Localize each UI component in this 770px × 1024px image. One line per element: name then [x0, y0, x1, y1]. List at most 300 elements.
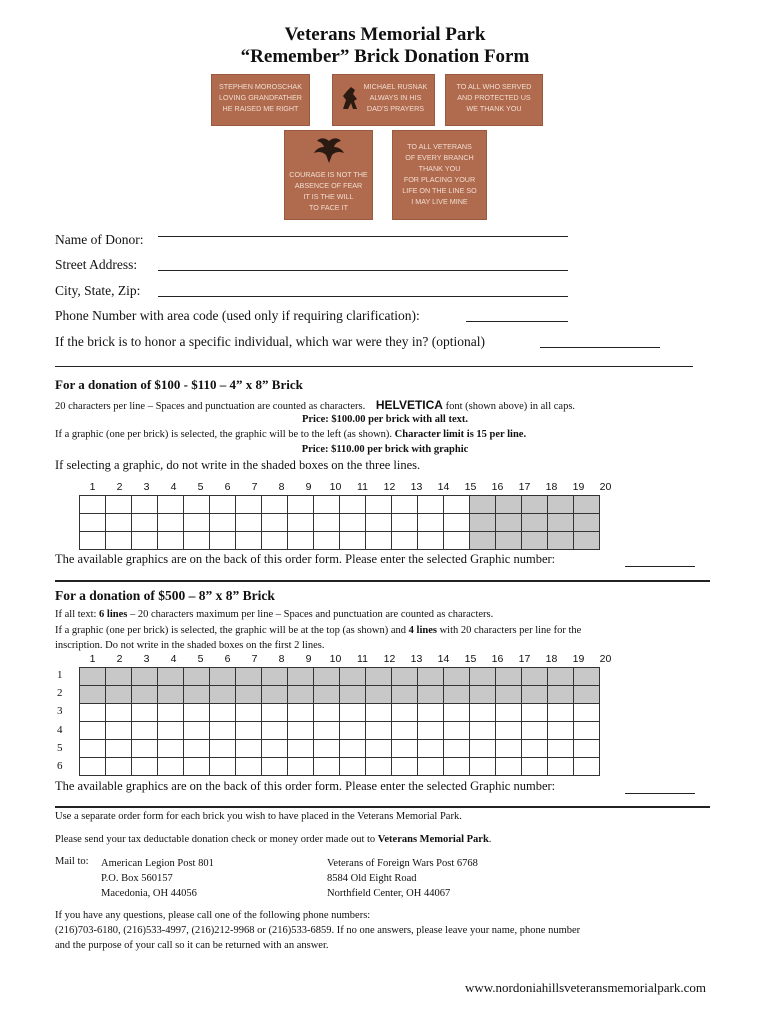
character-box[interactable] [574, 740, 600, 758]
payee-name: Veterans Memorial Park [377, 834, 489, 845]
character-box[interactable] [236, 496, 262, 514]
character-box[interactable] [80, 704, 106, 722]
character-box[interactable] [184, 704, 210, 722]
character-box[interactable] [574, 668, 600, 686]
character-box[interactable] [80, 758, 106, 776]
column-number: 11 [357, 653, 368, 665]
character-box[interactable] [366, 704, 392, 722]
character-box[interactable] [496, 686, 522, 704]
character-box[interactable] [184, 514, 210, 532]
character-box[interactable] [444, 532, 470, 550]
character-box[interactable] [522, 686, 548, 704]
character-box[interactable] [210, 704, 236, 722]
character-box[interactable] [132, 740, 158, 758]
character-box[interactable] [236, 686, 262, 704]
character-box[interactable] [470, 496, 496, 514]
column-number: 10 [329, 653, 342, 665]
character-box[interactable] [210, 532, 236, 550]
character-box[interactable] [496, 722, 522, 740]
column-number: 19 [572, 653, 585, 665]
column-number: 12 [383, 481, 396, 493]
character-box[interactable] [392, 496, 418, 514]
character-box[interactable] [184, 758, 210, 776]
character-box[interactable] [444, 668, 470, 686]
character-box[interactable] [262, 722, 288, 740]
character-box[interactable] [288, 496, 314, 514]
address-line: Veterans of Foreign Wars Post 6768 [327, 858, 478, 869]
character-box[interactable] [418, 514, 444, 532]
character-box[interactable] [366, 740, 392, 758]
character-box[interactable] [522, 514, 548, 532]
page-subtitle: “Remember” Brick Donation Form [240, 46, 530, 67]
character-box[interactable] [548, 532, 574, 550]
character-box[interactable] [470, 740, 496, 758]
section1-chars-info [55, 398, 575, 412]
column-number: 3 [143, 481, 150, 493]
character-box[interactable] [236, 532, 262, 550]
brick-text-line: AND PROTECTED US [457, 93, 531, 102]
column-number: 11 [357, 481, 368, 493]
grid-row [80, 704, 600, 722]
character-box[interactable] [184, 496, 210, 514]
street-address-field[interactable] [158, 270, 568, 271]
character-box[interactable] [106, 514, 132, 532]
char-limit-text: Character limit is 15 per line. [394, 429, 527, 440]
character-box[interactable] [262, 514, 288, 532]
character-box[interactable] [132, 686, 158, 704]
column-number: 18 [545, 481, 558, 493]
all-text-info [55, 609, 493, 620]
character-box[interactable] [470, 758, 496, 776]
phone-label: Phone Number with area code (used only if requiring clarification): [55, 308, 420, 323]
character-box[interactable] [288, 514, 314, 532]
column-number: 14 [437, 481, 450, 493]
character-box[interactable] [574, 532, 600, 550]
character-box[interactable] [574, 704, 600, 722]
brick-text-line: STEPHEN MOROSCHAK [218, 82, 303, 91]
section1-heading: For a donation of $100 - $110 – 4” x 8” Brick [55, 377, 303, 392]
character-box[interactable] [470, 686, 496, 704]
graphic-top-info [55, 625, 581, 636]
chars-info-text: 20 characters per line – Spaces and punctuation are counted as characters. [55, 401, 366, 412]
character-box[interactable] [340, 704, 366, 722]
character-box[interactable] [366, 668, 392, 686]
character-box[interactable] [574, 722, 600, 740]
character-box[interactable] [106, 704, 132, 722]
example-brick-1 [212, 75, 309, 125]
character-box[interactable] [210, 758, 236, 776]
character-box[interactable] [366, 686, 392, 704]
character-box[interactable] [444, 704, 470, 722]
character-box[interactable] [366, 514, 392, 532]
address-line: P.O. Box 560157 [101, 873, 173, 884]
all-text-pre: If all text: [55, 609, 97, 620]
character-box[interactable] [106, 758, 132, 776]
character-box[interactable] [392, 532, 418, 550]
character-box[interactable] [574, 758, 600, 776]
character-box[interactable] [366, 722, 392, 740]
character-box[interactable] [288, 722, 314, 740]
character-box[interactable] [106, 740, 132, 758]
column-number: 18 [545, 653, 558, 665]
character-box[interactable] [210, 740, 236, 758]
character-box[interactable] [418, 740, 444, 758]
character-box[interactable] [392, 704, 418, 722]
column-number: 10 [329, 481, 342, 493]
character-box[interactable] [158, 496, 184, 514]
phone-numbers-cont: and the purpose of your call so it can be returned with an answer. [55, 940, 329, 951]
phone-numbers: (216)703-6180, (216)533-4997, (216)212-9968 or (216)533-6859. If no one answers, please leave your name, phone number [55, 925, 581, 936]
inscription-grid-small[interactable] [79, 495, 600, 550]
character-box[interactable] [418, 704, 444, 722]
character-box[interactable] [314, 722, 340, 740]
column-number: 13 [410, 653, 423, 665]
character-box[interactable] [262, 686, 288, 704]
war-label: If the brick is to honor a specific individual, which war were they in? (optional) [55, 334, 485, 349]
character-box[interactable] [470, 514, 496, 532]
character-box[interactable] [132, 668, 158, 686]
character-box[interactable] [522, 668, 548, 686]
payee-note: Please send your tax deductable donation check or money order made out to Veterans Memorial Park. [55, 834, 492, 845]
example-brick-2 [333, 75, 434, 125]
column-number: 8 [278, 653, 285, 665]
brick-text-line: TO FACE IT [308, 203, 348, 212]
separate-form-note: Use a separate order form for each brick you wish to have placed in the Veterans Memorial Park. [55, 811, 462, 822]
character-box[interactable] [340, 740, 366, 758]
character-box[interactable] [106, 668, 132, 686]
character-box[interactable] [314, 704, 340, 722]
brick-text-line: WE THANK YOU [466, 104, 522, 113]
character-box[interactable] [288, 740, 314, 758]
font-name: HELVETICA [375, 398, 443, 412]
character-box[interactable] [548, 722, 574, 740]
website-link[interactable]: www.nordoniahillsveteransmemorialpark.com [464, 980, 706, 995]
column-number: 16 [491, 481, 504, 493]
character-box[interactable] [80, 686, 106, 704]
character-box[interactable] [470, 704, 496, 722]
character-box[interactable] [184, 668, 210, 686]
character-box[interactable] [158, 722, 184, 740]
war-field[interactable] [540, 347, 660, 348]
grid-row [80, 496, 600, 514]
character-box[interactable] [548, 514, 574, 532]
character-box[interactable] [366, 532, 392, 550]
character-box[interactable] [236, 704, 262, 722]
column-number: 2 [116, 653, 123, 665]
character-box[interactable] [106, 496, 132, 514]
character-box[interactable] [392, 758, 418, 776]
graphic-number-field[interactable] [625, 566, 695, 567]
character-box[interactable] [184, 532, 210, 550]
character-box[interactable] [314, 668, 340, 686]
character-box[interactable] [132, 722, 158, 740]
character-box[interactable] [288, 532, 314, 550]
city-state-zip-label: City, State, Zip: [55, 283, 141, 298]
grid-row [80, 722, 600, 740]
contact-info [55, 908, 580, 953]
character-box[interactable] [132, 496, 158, 514]
brick-text-line: IT IS THE WILL [303, 192, 354, 201]
character-box[interactable] [80, 740, 106, 758]
section2-heading: For a donation of $500 – 8” x 8” Brick [55, 588, 275, 603]
character-box[interactable] [80, 722, 106, 740]
character-box[interactable] [340, 758, 366, 776]
grid-row [80, 740, 600, 758]
character-box[interactable] [106, 532, 132, 550]
column-number: 6 [224, 653, 231, 665]
character-box[interactable] [262, 758, 288, 776]
character-box[interactable] [288, 758, 314, 776]
graphic-info [55, 429, 526, 440]
character-box[interactable] [262, 532, 288, 550]
city-state-zip-field[interactable] [158, 296, 568, 297]
character-box[interactable] [574, 514, 600, 532]
character-box[interactable] [314, 514, 340, 532]
character-box[interactable] [444, 686, 470, 704]
price-all-text: Price: $100.00 per brick with all text. [301, 414, 469, 425]
character-box[interactable] [548, 668, 574, 686]
character-box[interactable] [496, 514, 522, 532]
character-box[interactable] [132, 704, 158, 722]
grid-row [80, 532, 600, 550]
column-number: 15 [464, 481, 477, 493]
graphic-info-text: If a graphic (one per brick) is selected, the graphic will be to the left (as shown). [55, 429, 393, 440]
character-box[interactable] [262, 496, 288, 514]
character-box[interactable] [522, 532, 548, 550]
character-box[interactable] [418, 532, 444, 550]
column-number: 20 [599, 481, 612, 493]
character-box[interactable] [522, 758, 548, 776]
column-number: 2 [116, 481, 123, 493]
column-number: 12 [383, 653, 396, 665]
character-box[interactable] [366, 758, 392, 776]
character-box[interactable] [574, 686, 600, 704]
character-box[interactable] [106, 722, 132, 740]
character-box[interactable] [184, 722, 210, 740]
character-box[interactable] [548, 740, 574, 758]
row-number: 3 [57, 705, 63, 718]
character-box[interactable] [106, 686, 132, 704]
grid-row [80, 514, 600, 532]
character-box[interactable] [262, 704, 288, 722]
character-box[interactable] [340, 496, 366, 514]
character-box[interactable] [340, 686, 366, 704]
character-box[interactable] [522, 704, 548, 722]
character-box[interactable] [236, 514, 262, 532]
character-box[interactable] [80, 668, 106, 686]
column-number: 19 [572, 481, 585, 493]
donor-name-label: Name of Donor: [55, 232, 144, 247]
four-lines-text: 4 lines [408, 625, 437, 636]
character-box[interactable] [236, 740, 262, 758]
brick-text-line: MICHAEL RUSNAK [363, 82, 428, 91]
column-number: 16 [491, 653, 504, 665]
address-line: Macedonia, OH 44056 [101, 888, 197, 899]
character-box[interactable] [470, 722, 496, 740]
brick-text-line: TO ALL VETERANS [407, 142, 472, 151]
character-box[interactable] [132, 532, 158, 550]
character-box[interactable] [522, 722, 548, 740]
character-box[interactable] [444, 758, 470, 776]
character-box[interactable] [340, 722, 366, 740]
column-number: 7 [251, 481, 258, 493]
section-divider [55, 580, 710, 582]
grid-row [80, 668, 600, 686]
character-box[interactable] [314, 686, 340, 704]
character-box[interactable] [418, 686, 444, 704]
character-box[interactable] [470, 668, 496, 686]
character-box[interactable] [236, 722, 262, 740]
character-box[interactable] [574, 496, 600, 514]
mail-to-label: Mail to: [55, 856, 89, 867]
character-box[interactable] [418, 496, 444, 514]
brick-text-line: COURAGE IS NOT THE [289, 170, 368, 179]
character-box[interactable] [522, 496, 548, 514]
character-box[interactable] [314, 740, 340, 758]
column-number: 9 [305, 653, 312, 665]
character-box[interactable] [548, 496, 574, 514]
row-number: 2 [57, 687, 63, 700]
character-box[interactable] [158, 532, 184, 550]
page-title: Veterans Memorial Park [284, 24, 486, 45]
character-box[interactable] [210, 496, 236, 514]
character-box[interactable] [392, 514, 418, 532]
character-box[interactable] [366, 496, 392, 514]
brick-text-line: ALWAYS IN HIS [369, 93, 422, 102]
character-box[interactable] [262, 740, 288, 758]
six-lines-text: 6 lines [99, 609, 128, 620]
column-number: 17 [518, 653, 531, 665]
character-box[interactable] [522, 740, 548, 758]
character-box[interactable] [210, 722, 236, 740]
graphic-number-note-2: The available graphics are on the back of this order form. Please enter the selected Graphic number: [55, 779, 556, 793]
column-number: 5 [197, 653, 204, 665]
character-box[interactable] [418, 722, 444, 740]
eagle-icon [312, 137, 346, 165]
character-box[interactable] [236, 758, 262, 776]
character-box[interactable] [548, 686, 574, 704]
column-number: 20 [599, 653, 612, 665]
character-box[interactable] [444, 496, 470, 514]
character-box[interactable] [184, 740, 210, 758]
character-box[interactable] [496, 704, 522, 722]
column-number: 7 [251, 653, 258, 665]
brick-text-line: DAD'S PRAYERS [366, 104, 425, 113]
character-box[interactable] [158, 686, 184, 704]
row-number: 1 [57, 669, 63, 681]
character-box[interactable] [392, 668, 418, 686]
character-box[interactable] [418, 668, 444, 686]
column-number: 17 [518, 481, 531, 493]
brick-text-line: TO ALL WHO SERVED [456, 82, 532, 91]
grid-row [80, 758, 600, 776]
character-box[interactable] [496, 668, 522, 686]
brick-text-line: LOVING GRANDFATHER [219, 93, 302, 102]
column-number: 14 [437, 653, 450, 665]
separator-line [55, 366, 693, 367]
character-box[interactable] [262, 668, 288, 686]
inscription-grid-large[interactable] [79, 667, 600, 776]
character-box[interactable] [340, 668, 366, 686]
character-box[interactable] [210, 686, 236, 704]
column-number: 15 [464, 653, 477, 665]
column-number: 5 [197, 481, 204, 493]
character-box[interactable] [80, 532, 106, 550]
character-box[interactable] [288, 686, 314, 704]
character-box[interactable] [548, 758, 574, 776]
address-line: 8584 Old Eight Road [327, 873, 417, 884]
column-number: 9 [305, 481, 312, 493]
brick-text-line: HE RAISED ME RIGHT [222, 104, 299, 113]
column-number: 3 [143, 653, 150, 665]
character-box[interactable] [158, 514, 184, 532]
character-box[interactable] [132, 514, 158, 532]
character-box[interactable] [496, 496, 522, 514]
character-box[interactable] [80, 514, 106, 532]
character-box[interactable] [340, 514, 366, 532]
character-box[interactable] [548, 704, 574, 722]
example-brick-4 [285, 131, 372, 219]
donor-name-field[interactable] [158, 236, 568, 237]
character-box[interactable] [418, 758, 444, 776]
price-graphic: Price: $110.00 per brick with graphic [301, 444, 469, 455]
character-box[interactable] [184, 686, 210, 704]
row-number: 6 [57, 760, 63, 772]
chars-info-text-2: font (shown above) in all caps. [445, 401, 576, 412]
character-box[interactable] [392, 740, 418, 758]
character-box[interactable] [392, 686, 418, 704]
character-box[interactable] [158, 740, 184, 758]
column-number: 1 [89, 653, 96, 665]
character-box[interactable] [496, 758, 522, 776]
character-box[interactable] [210, 514, 236, 532]
character-box[interactable] [158, 668, 184, 686]
brick-text-line: LIFE ON THE LINE SO [402, 186, 477, 195]
character-box[interactable] [80, 496, 106, 514]
address-vfw [327, 856, 478, 901]
column-number: 8 [278, 481, 285, 493]
phone-field[interactable] [466, 321, 568, 322]
brick-text-line: FOR PLACING YOUR [403, 175, 476, 184]
questions-text: If you have any questions, please call one of the following phone numbers: [55, 910, 371, 921]
character-box[interactable] [288, 704, 314, 722]
character-box[interactable] [314, 532, 340, 550]
column-number: 6 [224, 481, 231, 493]
character-box[interactable] [158, 758, 184, 776]
graphic-number-field-2[interactable] [625, 793, 695, 794]
character-box[interactable] [158, 704, 184, 722]
address-line: American Legion Post 801 [101, 858, 214, 869]
graphic-pre: If a graphic (one per brick) is selected, the graphic will be at the top (as shown) and [55, 625, 407, 636]
column-number: 4 [170, 653, 177, 665]
character-box[interactable] [340, 532, 366, 550]
character-box[interactable] [210, 668, 236, 686]
character-box[interactable] [236, 668, 262, 686]
character-box[interactable] [288, 668, 314, 686]
character-box[interactable] [496, 532, 522, 550]
soldier-kneeling-icon [339, 85, 363, 113]
character-box[interactable] [314, 496, 340, 514]
character-box[interactable] [132, 758, 158, 776]
character-box[interactable] [392, 722, 418, 740]
character-box[interactable] [444, 514, 470, 532]
character-box[interactable] [444, 722, 470, 740]
shaded-boxes-note: If selecting a graphic, do not write in the shaded boxes on the three lines. [55, 458, 421, 472]
character-box[interactable] [444, 740, 470, 758]
character-box[interactable] [470, 532, 496, 550]
character-box[interactable] [314, 758, 340, 776]
character-box[interactable] [496, 740, 522, 758]
